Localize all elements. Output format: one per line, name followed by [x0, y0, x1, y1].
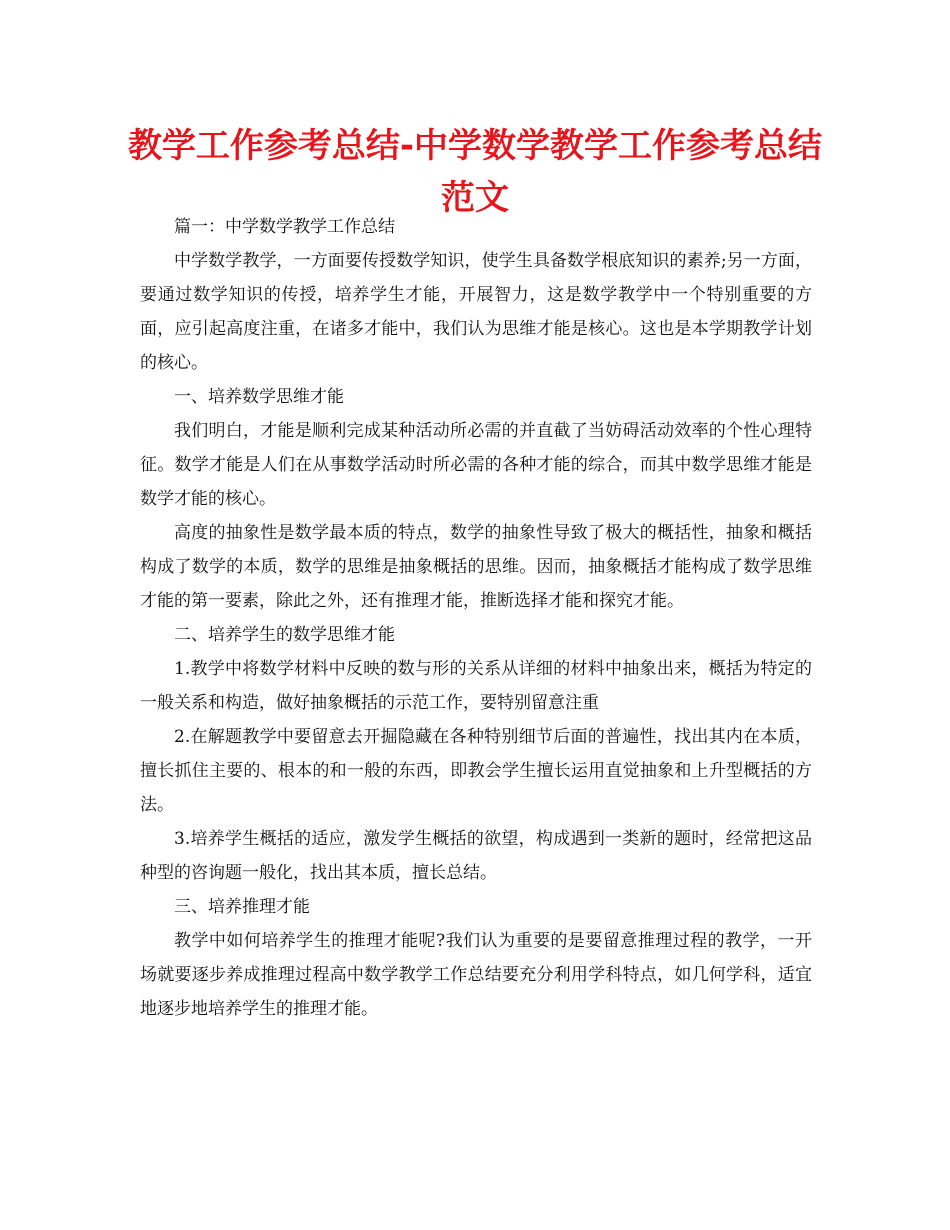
paragraph: 教学中如何培养学生的推理才能呢?我们认为重要的是要留意推理过程的教学，一开场就要逐步养成推理过程高中数学教学工作总结要充分利用学科特点，如几何学科，适宜地逐步地培养学生的推理才能。 [140, 931, 812, 1019]
paragraph: 中学数学教学，一方面要传授数学知识，使学生具备数学根底知识的素养;另一方面，要通过数学知识的传授，培养学生才能，开展智力，这是数学教学中一个特别重要的方面，应引起高度注重，在诸多才能中，我们认为思维才能是核心。这也是本学期教学计划的核心。 [140, 251, 812, 373]
paragraph-list-item: 1.教学中将数学材料中反映的数与形的关系从详细的材料中抽象出来，概括为特定的一般关系和构造，做好抽象概括的示范工作，要特别留意注重 [140, 659, 812, 713]
document-body [140, 210, 812, 1026]
paragraph: 我们明白，才能是顺利完成某种活动所必需的并直截了当妨碍活动效率的个性心理特征。数学才能是人们在从事数学活动时所必需的各种才能的综合，而其中数学思维才能是数学才能的核心。 [140, 421, 812, 509]
paragraph-section-heading: 篇一：中学数学教学工作总结 [174, 217, 395, 237]
paragraph-subheading: 二、培养学生的数学思维才能 [174, 625, 395, 645]
document-title: 教学工作参考总结-中学数学教学工作参考总结范文 [127, 126, 823, 218]
paragraph: 高度的抽象性是数学最本质的特点，数学的抽象性导致了极大的概括性，抽象和概括构成了数学的本质，数学的思维是抽象概括的思维。因而，抽象概括才能构成了数学思维才能的第一要素，除此之外，还有推理才能，推断选择才能和探究才能。 [140, 523, 812, 611]
paragraph-list-item: 2.在解题教学中要留意去开掘隐藏在各种特别细节后面的普遍性，找出其内在本质，擅长抓住主要的、根本的和一般的东西，即教会学生擅长运用直觉抽象和上升型概括的方法。 [140, 727, 812, 815]
paragraph-list-item: 3.培养学生概括的适应，激发学生概括的欲望，构成遇到一类新的题时，经常把这品种型的咨询题一般化，找出其本质，擅长总结。 [140, 829, 812, 883]
paragraph-subheading: 三、培养推理才能 [174, 897, 310, 917]
paragraph-subheading: 一、培养数学思维才能 [174, 387, 344, 407]
